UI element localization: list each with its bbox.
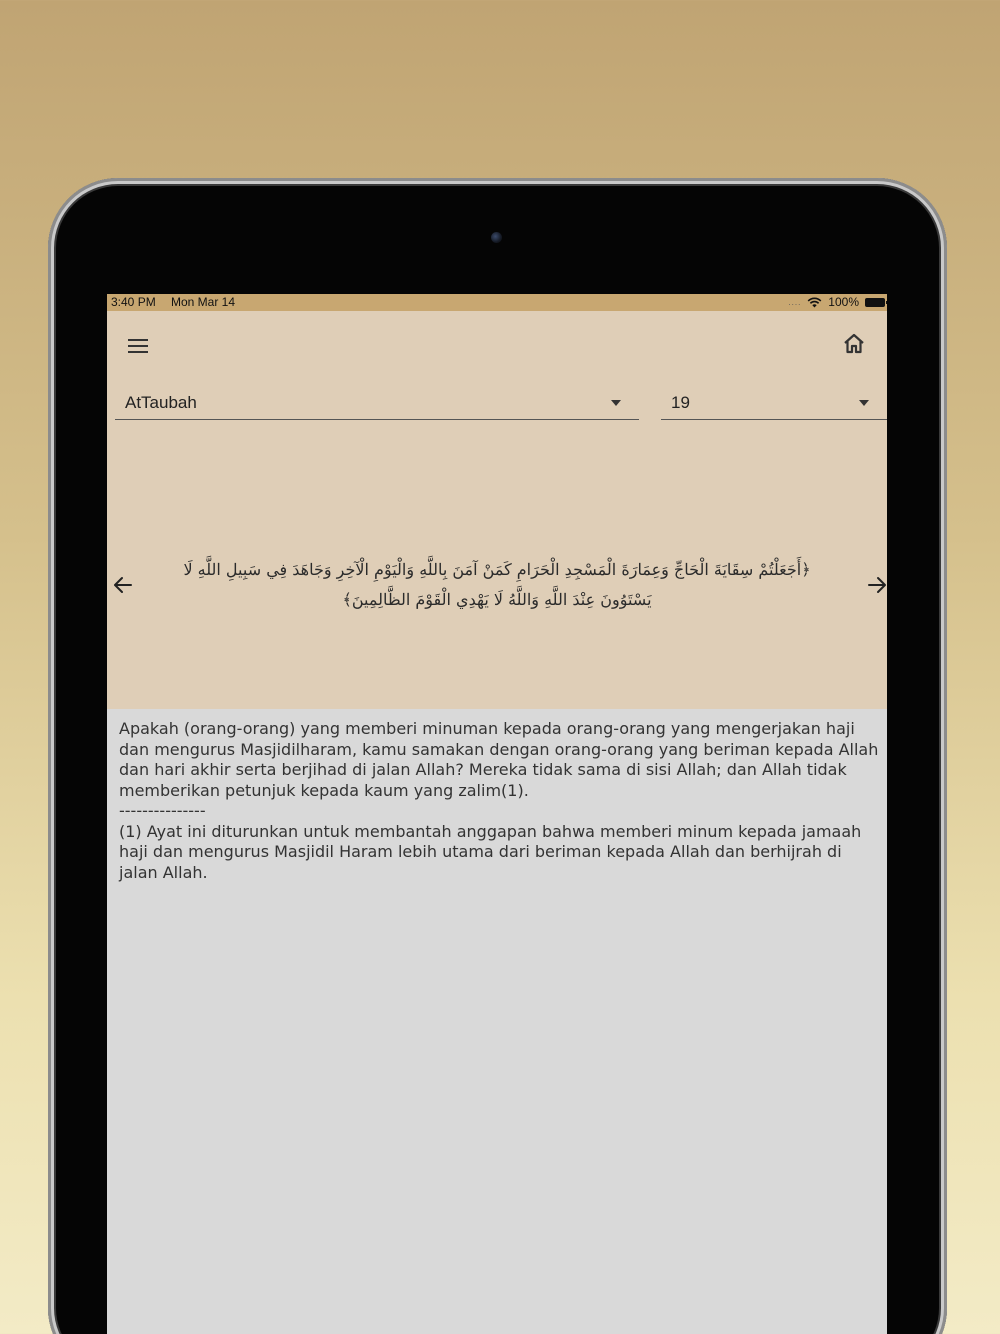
arrow-left-icon <box>111 573 135 597</box>
wifi-icon <box>807 297 822 308</box>
previous-verse-button[interactable] <box>111 573 135 597</box>
arabic-verse-text: ﴿أَجَعَلْتُمْ سِقَايَةَ الْحَاجِّ وَعِمَارَةَ الْمَسْجِدِ الْحَرَامِ كَمَنْ آمَنَ بِاللَّهِ وَالْيَوْمِ الْآخِرِ وَجَاهَدَ فِي سَبِيلِ اللَّهِ لَا يَسْتَوُونَ عِنْدَ اللَّهِ وَاللَّهُ لَا يَهْدِي الْقَوْمَ الظَّالِمِينَ﴾ <box>183 560 811 609</box>
surah-dropdown-value: AtTaubah <box>125 393 197 412</box>
front-camera <box>491 232 502 243</box>
tablet-bezel-right <box>887 294 895 1334</box>
status-bar <box>107 294 887 311</box>
next-verse-button[interactable] <box>865 573 887 597</box>
ayah-dropdown[interactable] <box>661 385 887 420</box>
status-time: 3:40 PM <box>111 295 156 309</box>
chevron-down-icon <box>611 400 621 406</box>
ayah-dropdown-value: 19 <box>671 393 690 412</box>
home-icon <box>841 331 867 357</box>
battery-percentage: 100% <box>828 295 859 309</box>
verse-translation-text: Apakah (orang-orang) yang memberi minuman kepada orang-orang yang mengerjakan haji dan mengurus Masjidilharam, kamu samakan dengan orang-orang yang beriman kepada Allah dan hari akhir serta berjihad di jalan Allah? Mereka tidak sama di sisi Allah; dan Allah tidak memberikan petunjuk kepada kaum yang zalim(1). --------------- (1) Ayat ini diturunkan untuk membantah anggapan bahwa memberi minum kepada jamaah haji dan mengurus Masjidil Haram lebih utama dari beriman kepada Allah dan berhijrah di jalan Allah. <box>119 719 879 882</box>
surah-dropdown[interactable] <box>115 385 639 420</box>
app-screen <box>107 294 887 1334</box>
menu-button[interactable] <box>125 333 151 359</box>
cellular-signal-icon: .... <box>788 298 802 307</box>
battery-icon <box>865 298 885 307</box>
status-indicators <box>788 294 887 311</box>
home-button[interactable] <box>841 331 867 357</box>
verse-header-panel <box>107 311 887 709</box>
chevron-down-icon <box>859 400 869 406</box>
arrow-right-icon <box>865 573 887 597</box>
status-date: Mon Mar 14 <box>171 295 236 309</box>
hamburger-menu-icon <box>125 333 151 359</box>
